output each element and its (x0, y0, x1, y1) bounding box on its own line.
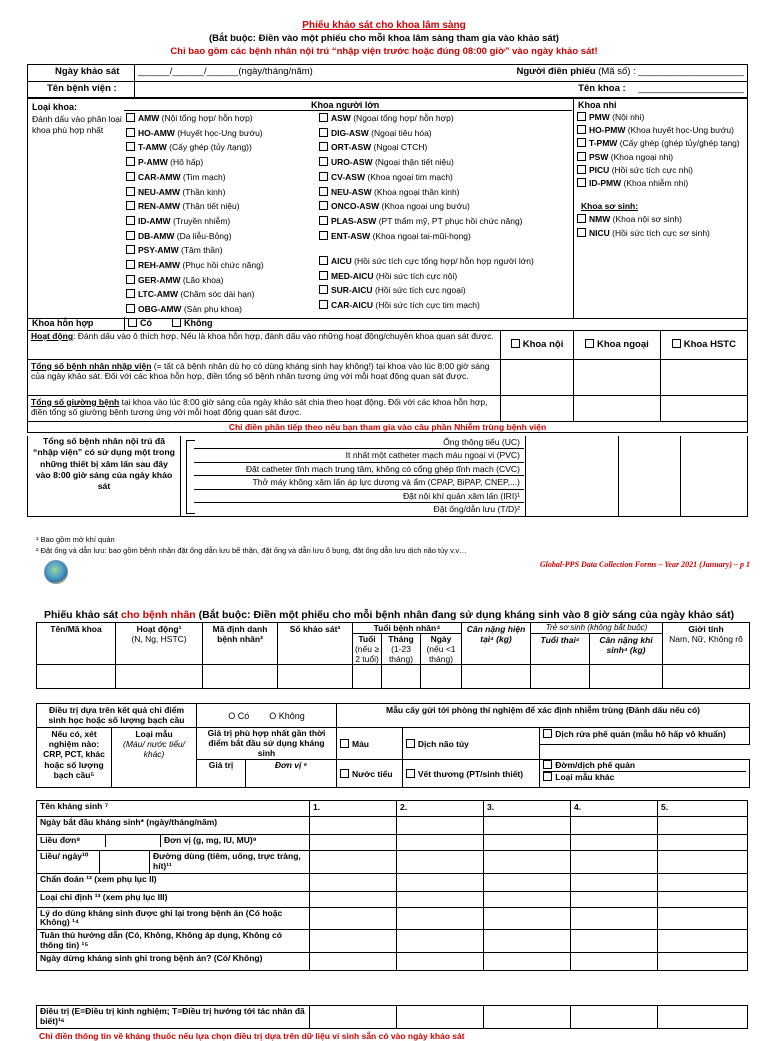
col-age-header: Tuổi bệnh nhân⁴ (353, 623, 462, 634)
ab-cell[interactable] (397, 930, 484, 953)
adult-item-neu-asw[interactable]: NEU-ASW (Khoa ngoại thần kinh) (319, 185, 574, 200)
adult-item-id-amw[interactable]: ID-AMW (Truyền nhiễm) (126, 214, 316, 229)
highest-value-label: Giá trị phù hợp nhất gần thời điểm bắt đầu sử dụng kháng sinh (197, 728, 337, 760)
checkbox-icon (126, 245, 135, 254)
activity-table (27, 330, 748, 433)
ab-cell[interactable] (310, 907, 397, 930)
checkbox-icon (126, 201, 135, 210)
device-row: Đặt nội khí quản xâm lấn (IRI)¹ (194, 490, 524, 503)
ab-cell[interactable] (484, 851, 571, 874)
checkbox-icon (319, 285, 328, 294)
ab-cell[interactable] (484, 907, 571, 930)
page-1-note: Chỉ bao gồm các bệnh nhân nội trú “nhập viện trước hoặc đúng 08:00 giờ” vào ngày khảo sát! (170, 46, 598, 57)
checkbox-icon (319, 187, 328, 196)
micro-no[interactable]: O Không (269, 710, 305, 721)
ab-cell[interactable] (484, 952, 571, 970)
inpatient-label: Tổng số bệnh nhân nội trú đã “nhập viện” có sử dụng một trong những thiết bị xâm lấn sau đây vào 8:00 giờ sáng của ngày khảo sát (33, 436, 175, 492)
survey-date-label: Ngày khảo sát (55, 66, 120, 77)
checkbox-icon (126, 113, 135, 122)
adult-item-plas-asw[interactable]: PLAS-ASW (PT thẩm mỹ, PT phục hồi chức năng) (319, 214, 574, 229)
activity-bold: Hoạt động (31, 331, 74, 341)
micro-yes[interactable]: O Có (228, 710, 250, 721)
mixed-ward-row (27, 317, 748, 331)
checkbox-icon (126, 275, 135, 284)
activity-desc: : Đánh dấu vào ô thích hợp. Nếu là khoa hỗn hợp, đánh dấu vào những hoạt động/chuyên khoa quan sát được. (73, 331, 494, 341)
ab-cell[interactable]: 5. (658, 801, 748, 817)
checkbox-icon (319, 201, 328, 210)
activity-input[interactable] (116, 665, 203, 689)
checkbox-icon (126, 304, 135, 313)
treatment-2[interactable] (397, 1006, 484, 1029)
ab-cell[interactable] (310, 930, 397, 953)
checkbox-icon (319, 157, 328, 166)
sex-input[interactable] (663, 665, 750, 689)
col-birthweight-header: Cân nặng khi sinh⁴ (kg) (590, 634, 663, 665)
checkbox-icon (319, 231, 328, 240)
treatment-table (36, 1005, 748, 1029)
total-patients-icu[interactable] (660, 359, 747, 395)
gest-input[interactable] (531, 665, 590, 689)
checkbox-icon (126, 289, 135, 298)
total-beds-icu[interactable] (660, 395, 747, 421)
adult-item-car-aicu[interactable]: CAR-AICU (Hồi sức tích cực tim mạch) (319, 298, 574, 313)
ab-cell[interactable] (658, 873, 748, 891)
col-sex-sub: Nam, Nữ, Không rõ (669, 634, 743, 644)
adult-item-ltc-amw[interactable]: LTC-AMW (Chăm sóc dài hạn) (126, 287, 316, 302)
checkbox-icon (319, 128, 328, 137)
neonatal-item-nicu[interactable]: NICU (Hồi sức tích cực sơ sinh) (577, 227, 745, 240)
checkbox-icon (319, 256, 328, 265)
adult-item-reh-amw[interactable]: REH-AMW (Phục hồi chức năng) (126, 258, 316, 273)
ab-cell[interactable] (397, 873, 484, 891)
device-row: Đặt catheter tĩnh mạch trung tâm, không có cổng ghép tĩnh mạch (CVC) (194, 463, 524, 476)
checkbox-icon (126, 231, 135, 240)
treatment-3[interactable] (484, 1006, 571, 1029)
filler-field[interactable]: ____________________ (638, 66, 744, 77)
ab-cell[interactable] (658, 907, 748, 930)
ab-cell[interactable] (484, 873, 571, 891)
ab-cell[interactable] (571, 930, 658, 953)
adult-item-dig-asw[interactable]: DIG-ASW (Ngoại tiêu hóa) (319, 126, 574, 141)
page-1-subtitle: (Bắt buộc: Điền vào một phiếu cho mỗi khoa lâm sàng tham gia vào khảo sát) (209, 33, 559, 44)
survey-header-table (27, 64, 748, 99)
ab-cell[interactable] (658, 851, 748, 874)
adult-item-sur-aicu[interactable]: SUR-AICU (Hồi sức tích cực ngoại) (319, 283, 574, 298)
ab-cell[interactable] (397, 835, 484, 851)
hospital-label: Tên bệnh viện : (47, 83, 117, 94)
ab-cell[interactable] (310, 817, 397, 835)
ab-row-label: Tuân thủ hướng dẫn (Có, Không, Không áp dụng, Không có thông tin) ¹⁵ (37, 930, 310, 953)
culture-other[interactable]: Loại mẫu khác (543, 772, 746, 782)
ab-cell[interactable] (571, 873, 658, 891)
ab-cell[interactable]: 2. (397, 801, 484, 817)
adult-item-aicu[interactable]: AICU (Hồi sức tích cực tổng hợp/ hỗn hợp người lớn) (319, 254, 574, 269)
checkbox-icon (319, 216, 328, 225)
col-activity-header: Hoạt động¹ (136, 624, 182, 634)
ab-cell[interactable] (484, 930, 571, 953)
col-patient-id-header: Mã định danh bệnh nhân² (203, 623, 278, 665)
value-label: Giá trị (208, 760, 234, 771)
checkbox-icon (319, 142, 328, 151)
child-item-ho-pmw[interactable]: HO-PMW (Khoa huyết học-Ung bướu) (577, 124, 745, 137)
ab-cell[interactable] (571, 817, 658, 835)
ward-type-title: Loại khoa: (32, 102, 78, 112)
age-months-input[interactable] (382, 665, 421, 689)
ab-cell[interactable] (397, 817, 484, 835)
checkbox-icon (126, 172, 135, 181)
ward-type-desc: Đánh dấu vào phân loại khoa phù hợp nhất (32, 113, 122, 135)
treatment-1[interactable] (310, 1006, 397, 1029)
ab-cell[interactable] (397, 851, 484, 874)
culture-label: Mẫu cấy gửi tới phòng thí nghiệm để xác định nhiễm trùng (Đánh dấu nếu có) (337, 704, 750, 728)
adult-item-car-amw[interactable]: CAR-AMW (Tim mạch) (126, 170, 316, 185)
survey-date-field[interactable]: ______/______/______(ngày/tháng/năm) (138, 66, 313, 77)
culture-bal[interactable]: Dịch rửa phế quản (mẫu hô hấp vô khuẩn) (540, 728, 750, 745)
checkbox-icon (126, 157, 135, 166)
col-newborn-header: Trẻ sơ sinh (không bắt buộc) (531, 623, 663, 634)
ab-row-label: Liều/ ngày¹⁰ (37, 851, 100, 873)
devices-list (194, 436, 524, 515)
ab-cell[interactable] (658, 835, 748, 851)
ab-row-label: Ngày bắt đầu kháng sinh* (ngày/tháng/năm) (37, 817, 310, 835)
adult-item-uro-asw[interactable]: URO-ASW (Ngoại thận tiết niệu) (319, 155, 574, 170)
age-years-input[interactable] (353, 665, 382, 689)
ab-cell[interactable] (571, 952, 658, 970)
page-1-footer: Global-PPS Data Collection Forms – Year 2021 (January) – p 1 (539, 560, 750, 569)
biomarker-table (36, 703, 750, 788)
footnote-1: ¹ Bao gồm mở khí quản (36, 535, 115, 544)
ab-row-label: Liều đơn⁸ (37, 835, 106, 847)
ab-cell[interactable]: 4. (571, 801, 658, 817)
adult-item-ort-asw[interactable]: ORT-ASW (Ngoại CTCH) (319, 140, 574, 155)
survey-no-input[interactable] (278, 665, 353, 689)
activity-opt-surgical[interactable]: Khoa ngoại (574, 330, 661, 359)
filler-suffix: (Mã số) : (598, 66, 636, 77)
treatment-5[interactable] (658, 1006, 748, 1029)
col-age-years: Tuổi (358, 634, 376, 644)
ab-row-label: Lý do dùng kháng sinh được ghi lại trong bệnh án (Có hoặc Không) ¹⁴ (37, 907, 310, 930)
adult-item-db-amw[interactable]: DB-AMW (Da liễu-Bỏng) (126, 229, 316, 244)
col-survey-no-header: Số khảo sát³ (278, 623, 353, 665)
col-gest-header: Tuổi thai⁴ (531, 634, 590, 665)
adult-item-ent-asw[interactable]: ENT-ASW (Khoa ngoại tai-mũi-họng) (319, 229, 574, 244)
ab-row-input[interactable] (106, 835, 161, 847)
total-beds-desc: tại khoa vào lúc 8:00 giờ sáng của ngày khảo sát chia theo hoạt động. Đối với các khoa hỗn hợp, điền tổng số giường bệnh tương ứng với mỗi hoạt động quan sát được. (31, 396, 488, 418)
ab-cell[interactable]: 3. (484, 801, 571, 817)
checkbox-icon (319, 300, 328, 309)
checkbox-icon (126, 142, 135, 151)
sample-type-label: Loại mẫu (135, 729, 173, 739)
ab-cell[interactable] (484, 817, 571, 835)
ab-cell[interactable] (658, 930, 748, 953)
ab-cell[interactable]: 1. (310, 801, 397, 817)
dept-label: Tên khoa : (578, 83, 626, 94)
col-activity-sub: (N, Ng, HSTC) (131, 634, 187, 644)
col-age-days-sub: (nếu <1 tháng) (426, 644, 456, 664)
adult-col-2b (319, 254, 574, 313)
adult-header: Khoa người lớn (311, 100, 380, 110)
col-weight-header: Cân nặng hiện tại⁴ (kg) (462, 623, 531, 665)
age-days-input[interactable] (421, 665, 462, 689)
adult-item-ger-amw[interactable]: GER-AMW (Lão khoa) (126, 273, 316, 288)
child-item-t-pmw[interactable]: T-PMW (Cấy ghép (ghép tủy/ghép tạng) (577, 137, 745, 150)
adult-item-ren-amw[interactable]: REN-AMW (Thận tiết niệu) (126, 199, 316, 214)
ab-row-label: Đơn vị (g, mg, IU, MU)⁹ (164, 835, 257, 845)
name-input[interactable] (37, 665, 116, 689)
page-2-title: Phiếu khảo sát cho bệnh nhân (Bắt buộc: Điền một phiếu cho mỗi bệnh nhân đang sử dụng kháng sinh vào 8 giờ sáng của ngày khảo sát) (44, 609, 735, 621)
total-patients-desc: (= tất cả bệnh nhân dù họ có dùng kháng sinh hay không!) tại khoa vào lúc 8:00 giờ sáng của ngày khảo sát. Đối với các khoa hỗn hợp, điền tổng số bệnh nhân tương ứng với mỗi hoạt động quan sát được. (31, 360, 490, 382)
mixed-label: Khoa hỗn hợp (32, 318, 94, 328)
ab-cell[interactable] (658, 952, 748, 970)
ab-row-label: Đường dùng (tiêm, uống, trực tràng, hít)¹¹ (153, 851, 301, 871)
patient-header-table (36, 622, 750, 689)
global-pps-logo-icon (44, 560, 68, 584)
ab-cell[interactable] (310, 891, 397, 907)
child-col (577, 111, 745, 240)
child-item-psw[interactable]: PSW (Khoa ngoại nhi) (577, 151, 745, 164)
treatment-4[interactable] (571, 1006, 658, 1029)
col-age-months-sub: (1-23 tháng) (388, 644, 414, 664)
col-age-months: Tháng (388, 634, 414, 644)
checkbox-icon (126, 187, 135, 196)
culture-sputum[interactable]: Đờm/dịch phế quản (543, 760, 746, 772)
device-row: Ống thông tiểu (UC) (194, 436, 524, 449)
col-sex-header: Giới tính (688, 624, 724, 634)
col-age-years-sub: (nếu ≥ 2 tuổi) (354, 644, 380, 664)
ab-cell[interactable] (397, 907, 484, 930)
if-yes-label: Nếu có, xét nghiệm nào: CRP, PCT, khác hoặc số lượng bạch cầu⁵ (37, 728, 112, 788)
infection-note: Chỉ điền phần tiếp theo nếu bạn tham gia vào câu phần Nhiễm trùng bệnh viện (228, 421, 547, 432)
ward-type-box (27, 97, 748, 319)
culture-blood[interactable]: Máu (337, 728, 403, 760)
adult-item-psy-amw[interactable]: PSY-AMW (Tâm thần) (126, 243, 316, 258)
unit-label: Đơn vị ⁶ (274, 760, 308, 771)
patient-id-input[interactable] (203, 665, 278, 689)
ab-row-input[interactable] (100, 851, 150, 873)
checkbox-icon (126, 128, 135, 137)
ab-cell[interactable] (658, 891, 748, 907)
ab-cell[interactable] (310, 952, 397, 970)
weight-input[interactable] (462, 665, 531, 689)
checkbox-icon (126, 260, 135, 269)
adult-item-amw[interactable]: AMW (Nội tổng hợp/ hỗn hợp) (126, 111, 316, 126)
child-header: Khoa nhi (578, 100, 617, 110)
ab-cell[interactable] (571, 907, 658, 930)
adult-col-2a (319, 111, 574, 243)
device-row: Thở máy không xâm lấn áp lực dương và ẩm (CPAP, BiPAP, CNEP,...) (194, 476, 524, 489)
adult-col-1 (126, 111, 316, 317)
device-row: Đặt ống/dẫn lưu (T/D)² (433, 503, 520, 514)
neonatal-item-nmw[interactable]: NMW (Khoa nội sơ sinh) (577, 213, 745, 226)
total-beds-bold: Tổng số giường bệnh (31, 396, 120, 407)
ab-cell[interactable] (310, 873, 397, 891)
ab-cell[interactable] (310, 835, 397, 851)
checkbox-icon (319, 172, 328, 181)
adult-item-onco-asw[interactable]: ONCO-ASW (Khoa ngoại ung bướu) (319, 199, 574, 214)
sample-type-sub: (Máu/ nước tiểu/ khác) (122, 739, 186, 760)
total-patients-surgical[interactable] (574, 359, 661, 395)
total-patients-medical[interactable] (501, 359, 574, 395)
child-item-pmw[interactable]: PMW (Nội nhi) (577, 111, 745, 124)
culture-wound[interactable]: Vết thương (PT/sinh thiết) (402, 760, 539, 788)
ab-cell[interactable] (484, 835, 571, 851)
birthweight-input[interactable] (590, 665, 663, 689)
ab-cell[interactable] (571, 851, 658, 874)
adult-item-ho-amw[interactable]: HO-AMW (Huyết học-Ung bướu) (126, 126, 316, 141)
ab-row-label: Ngày dừng kháng sinh ghi trong bệnh án? (Có/ Không) (37, 952, 310, 970)
ab-row-label: Chẩn đoán ¹² (xem phụ lục II) (37, 873, 310, 891)
ab-cell[interactable] (310, 851, 397, 874)
neonatal-header: Khoa sơ sinh: (581, 201, 639, 212)
checkbox-icon (319, 113, 328, 122)
hospital-field[interactable] (135, 82, 403, 99)
culture-csf[interactable]: Dịch não tủy (402, 728, 539, 760)
ab-cell[interactable] (658, 817, 748, 835)
checkbox-icon (319, 271, 328, 280)
device-row: It nhất một catheter mạch máu ngoại vi (PVC) (194, 449, 524, 462)
adult-item-asw[interactable]: ASW (Ngoại tổng hợp/ hỗn hợp) (319, 111, 574, 126)
ab-row-label: Loại chỉ định ¹³ (xem phụ lục III) (37, 891, 310, 907)
footnote-2: ² Đặt ống và dẫn lưu: bao gồm bệnh nhân đặt ống dẫn lưu bể thận, đặt ống và dẫn lưu ổ bụng, đặt ống dẫn lưu dịch não tủy v.v… (36, 546, 467, 555)
adult-item-neu-amw[interactable]: NEU-AMW (Thần kinh) (126, 185, 316, 200)
dept-field[interactable]: ____________________ (638, 83, 744, 94)
culture-urine[interactable]: Nước tiểu (337, 760, 403, 788)
page-1-title: Phiếu khảo sát cho khoa lâm sàng (302, 20, 466, 31)
activity-opt-icu[interactable]: Khoa HSTC (660, 330, 747, 359)
ab-cell[interactable] (571, 891, 658, 907)
activity-opt-medical[interactable]: Khoa nội (501, 330, 574, 359)
micro-label: Điều trị dựa trên kết quả chỉ điểm sinh học hoặc số lượng bạch cầu (37, 704, 197, 728)
child-item-picu[interactable]: PICU (Hồi sức tích cực nhi) (577, 164, 745, 177)
mixed-no[interactable]: Không (172, 318, 213, 328)
total-beds-medical[interactable] (501, 395, 574, 421)
adult-item-cv-asw[interactable]: CV-ASW (Khoa ngoại tim mạch) (319, 170, 574, 185)
devices-block (27, 436, 748, 517)
ab-cell[interactable] (484, 891, 571, 907)
child-item-id-pmw[interactable]: ID-PMW (Khoa nhiễm nhi) (577, 177, 745, 190)
checkbox-icon (126, 216, 135, 225)
ab-row-label: Tên kháng sinh ⁷ (37, 801, 310, 817)
col-name-header: Tên/Mã khoa (37, 623, 116, 665)
ab-cell[interactable] (397, 891, 484, 907)
resist-note: Chỉ điền thông tin về kháng thuốc nếu lựa chọn điều trị dựa trên dữ liệu vi sinh sẵn có vào ngày khảo sát (39, 1031, 465, 1041)
adult-item-t-amw[interactable]: T-AMW (Cấy ghép (tủy /tạng)) (126, 140, 316, 155)
adult-item-p-amw[interactable]: P-AMW (Hô hấp) (126, 155, 316, 170)
total-beds-surgical[interactable] (574, 395, 661, 421)
mixed-yes[interactable]: Có (128, 318, 152, 328)
ab-cell[interactable] (397, 952, 484, 970)
treatment-label: Điều trị (E=Điều trị kinh nghiệm; T=Điều trị hướng tới tác nhân đã biết)¹⁶ (37, 1006, 310, 1029)
filler-label: Người điền phiếu (516, 66, 596, 77)
col-age-days: Ngày (430, 634, 452, 644)
adult-item-obg-amw[interactable]: OBG-AMW (Sản phụ khoa) (126, 302, 316, 317)
antibiotic-table (36, 800, 748, 971)
adult-item-med-aicu[interactable]: MED-AICU (Hồi sức tích cực nội) (319, 269, 574, 284)
total-patients-bold: Tổng số bệnh nhân nhập viện (31, 360, 152, 371)
ab-cell[interactable] (571, 835, 658, 851)
